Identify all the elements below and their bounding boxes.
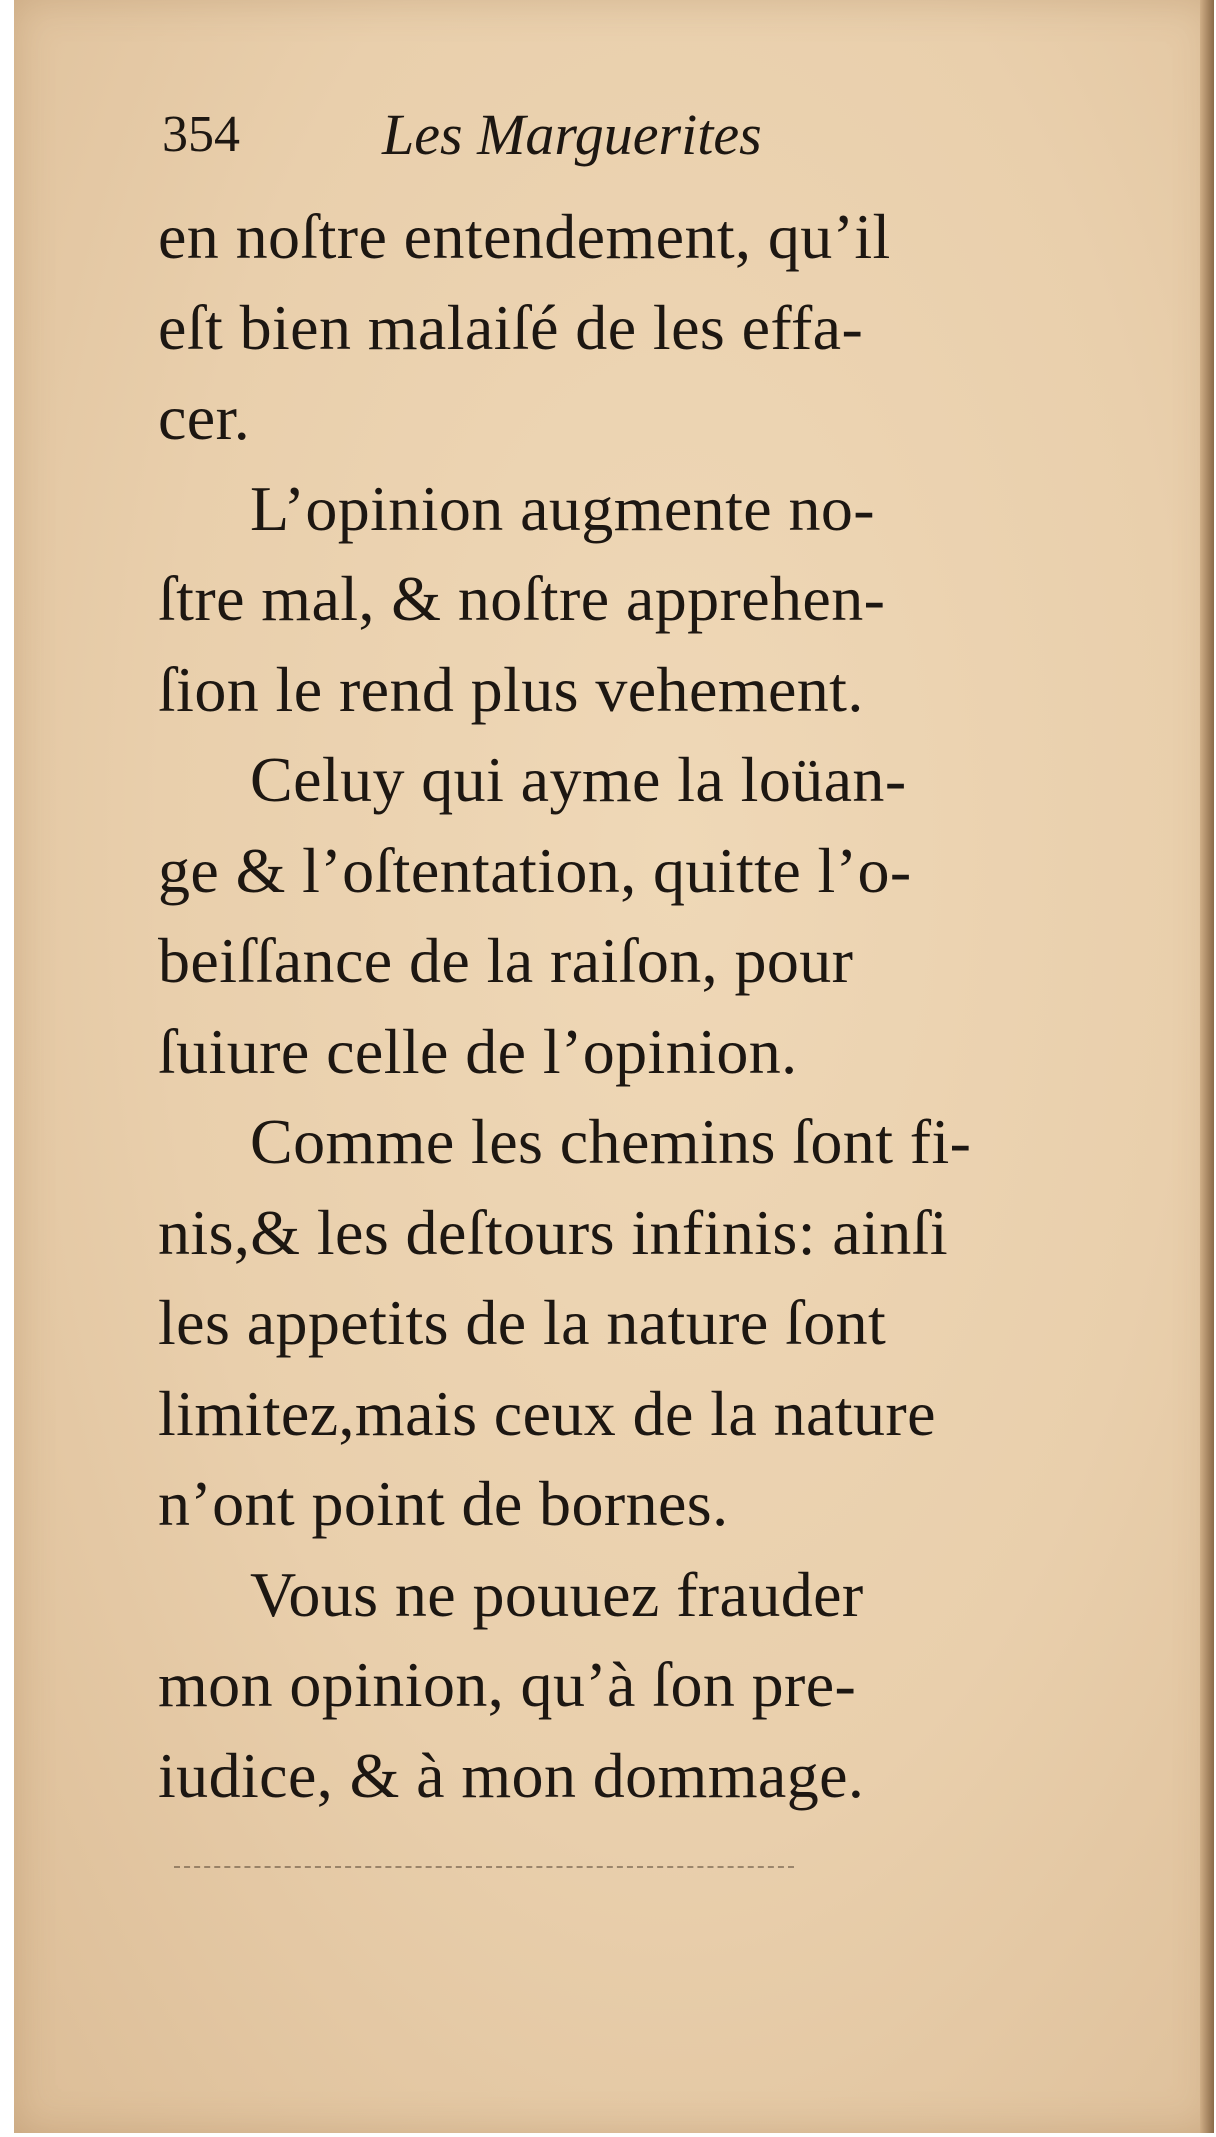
book-page — [14, 0, 1214, 2133]
page-edge — [1200, 0, 1214, 2133]
text-line: limitez,mais ceux de la nature — [158, 1377, 936, 1449]
text-line: Celuy qui ayme la loüan- — [250, 744, 907, 815]
running-head — [162, 95, 1062, 175]
text-line: n’ont point de bornes. — [158, 1468, 729, 1539]
text-line: ſtre mal, & noſtre apprehen- — [158, 563, 886, 634]
running-title: Les Marguerites — [382, 102, 762, 167]
text-line: cer. — [158, 382, 251, 453]
text-line: ge & l’oſtentation, quitte l’o- — [158, 834, 912, 906]
page-number: 354 — [162, 106, 240, 163]
footer-rule — [174, 1866, 794, 1868]
text-line: ſuiure celle de l’opinion. — [158, 1015, 798, 1087]
text-line: iudice, & à mon dommage. — [158, 1739, 865, 1811]
body-text — [158, 192, 1088, 1821]
text-line: eſt bien malaiſé de les effa- — [158, 291, 864, 363]
text-line: en noſtre entendement, qu’il — [158, 201, 891, 272]
text-line: nis,& les deſtours infinis: ainſi — [158, 1196, 949, 1268]
text-line: Vous ne pouuez frauder — [250, 1558, 864, 1630]
text-line: mon opinion, qu’à ſon pre- — [158, 1649, 857, 1720]
text-line: Comme les chemins ſont fi- — [250, 1106, 972, 1177]
text-line: L’opinion augmente no- — [250, 472, 875, 544]
text-line: les appetits de la nature ſont — [158, 1287, 887, 1358]
text-line: ſion le rend plus vehement. — [158, 653, 864, 725]
text-line: beiſſance de la raiſon, pour — [158, 925, 854, 996]
